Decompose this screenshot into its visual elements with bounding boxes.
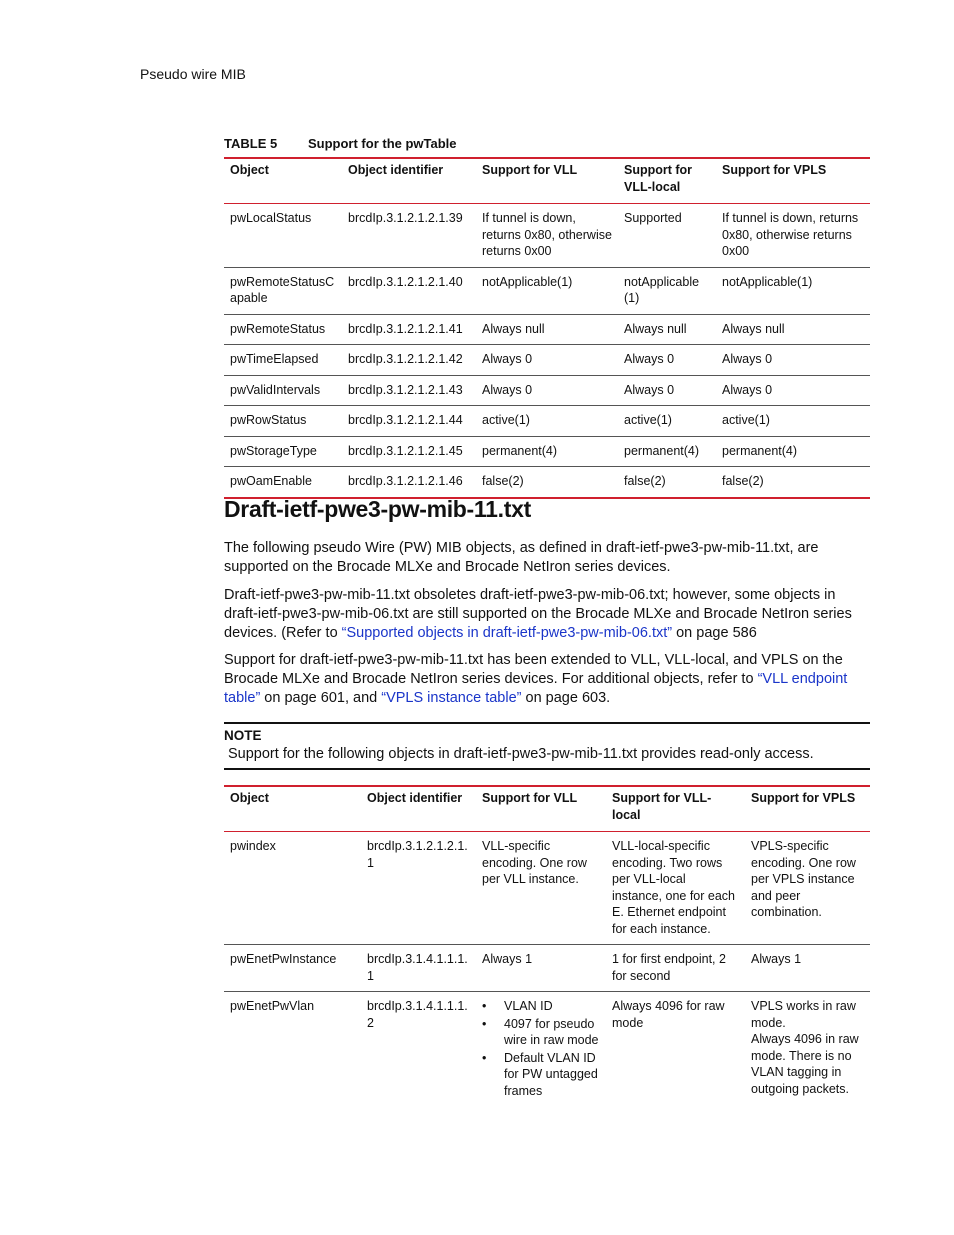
paragraph-text: on page 603. (521, 690, 611, 706)
table-caption-title: Support for the pwTable (308, 136, 457, 151)
cell-vll-local: Always null (624, 321, 687, 336)
paragraph-text: Support for draft-ietf-pwe3-pw-mib-11.txt has been extended to VLL, VLL-local, and VPLS on the Brocade MLXe and Brocade NetIron series devices. For additional objects, refer to (224, 652, 843, 687)
cell-vpls: VPLS-specific encoding. One row per VPLS instance and peer combination. (751, 839, 856, 919)
column-header: Support for VLL-local (624, 163, 693, 194)
cell-vll-local: notApplicable(1) (624, 274, 700, 305)
cell-vpls: active(1) (722, 413, 770, 427)
intro-paragraph: The following pseudo Wire (PW) MIB objects, as defined in draft-ietf-pwe3-pw-mib-11.txt, are supported on the Brocade MLXe and Brocade NetIron series devices. (224, 540, 819, 575)
cell-oid: brcdIp.3.1.2.1.2.1.40 (348, 274, 463, 289)
paragraph-text: on page 586 (672, 625, 757, 641)
cell-vll: If tunnel is down, returns 0x80, otherwise returns 0x00 (482, 211, 612, 258)
pw-mib-objects-table (224, 785, 870, 1107)
cell-vll: Always 0 (482, 352, 533, 366)
cell-vll: false(2) (482, 474, 524, 488)
table-row (224, 204, 870, 268)
cell-oid: brcdIp.3.1.2.1.2.1.1 (367, 839, 468, 870)
table-row (224, 992, 870, 1108)
column-header: Support for VLL (482, 163, 578, 177)
list-item (482, 998, 600, 1015)
list-item-text: 4097 for pseudo wire in raw mode (504, 1016, 599, 1047)
cell-object: pwStorageType (230, 443, 317, 458)
cell-oid: brcdIp.3.1.4.1.1.1.2 (367, 999, 468, 1030)
xref-vll-endpoint-table-link[interactable]: “VLL endpoint table” (224, 671, 848, 706)
table-caption (224, 136, 457, 151)
table-header-row (224, 158, 870, 204)
column-header: Support for VLL (482, 791, 578, 805)
cell-object: pwTimeElapsed (230, 352, 319, 366)
cell-oid: brcdIp.3.1.2.1.2.1.43 (348, 382, 463, 397)
cell-paragraph: VPLS works in raw mode. (751, 999, 856, 1030)
bullet-icon: • (482, 1016, 487, 1031)
column-header: Object identifier (367, 791, 463, 805)
cell-oid: brcdIp.3.1.2.1.2.1.41 (348, 321, 463, 336)
column-header: Object (230, 791, 269, 805)
xref-vpls-instance-table-link[interactable]: “VPLS instance table” (381, 690, 522, 706)
cell-vpls: false(2) (722, 474, 764, 488)
bullet-icon: • (482, 999, 487, 1013)
table-row (224, 436, 870, 467)
paragraph-text: on page 601, and (260, 690, 382, 706)
cell-vpls: permanent(4) (722, 443, 798, 458)
cell-object: pwValidIntervals (230, 382, 321, 397)
cell-vll-local: active(1) (624, 413, 672, 427)
cell-vll-local: Always 0 (624, 382, 675, 397)
cell-vll (476, 992, 606, 1108)
note-label: NOTE (224, 728, 262, 743)
cell-vll-local: 1 for first endpoint, 2 for second (612, 952, 726, 983)
cell-oid: brcdIp.3.1.2.1.2.1.46 (348, 474, 463, 488)
cell-oid: brcdIp.3.1.2.1.2.1.42 (348, 352, 463, 366)
cell-vpls (745, 992, 870, 1108)
cell-oid: brcdIp.3.1.2.1.2.1.39 (348, 211, 463, 225)
list-item-text: Default VLAN ID for PW untagged frames (504, 1050, 598, 1098)
table-row (224, 375, 870, 406)
cell-vpls: Always 0 (722, 352, 773, 366)
column-header: Support for VPLS (722, 163, 827, 177)
list-item (482, 1016, 600, 1049)
cell-vll-local: permanent(4) (624, 443, 700, 458)
table-row (224, 945, 870, 992)
note-box (224, 722, 870, 770)
column-header: Object identifier (348, 163, 444, 177)
cell-oid: brcdIp.3.1.2.1.2.1.45 (348, 443, 463, 458)
cell-vll: active(1) (482, 413, 530, 427)
xref-supported-objects-link[interactable]: “Supported objects in draft-ietf-pwe3-pw-mib-06.txt” (341, 625, 673, 641)
bullet-list (482, 998, 600, 1099)
note-text: Support for the following objects in draft-ietf-pwe3-pw-mib-11.txt provides read-only access. (228, 746, 814, 762)
cell-object: pwRemoteStatusCapable (230, 274, 335, 305)
cell-object: pwRemoteStatus (230, 321, 326, 336)
pwtable-support-table (224, 157, 870, 499)
cell-object: pwOamEnable (230, 474, 312, 488)
cell-vpls: Always 1 (751, 952, 802, 966)
cell-vpls: Always 0 (722, 382, 773, 397)
cell-oid: brcdIp.3.1.4.1.1.1.1 (367, 952, 468, 983)
cell-vpls: If tunnel is down, returns 0x80, otherwise returns 0x00 (722, 211, 859, 258)
cell-vll: VLL-specific encoding. One row per VLL instance. (482, 839, 587, 886)
cell-object: pwindex (230, 839, 276, 853)
table-row (224, 467, 870, 498)
bullet-icon: • (482, 1050, 487, 1065)
cell-object: pwLocalStatus (230, 211, 312, 225)
cell-vll: permanent(4) (482, 443, 558, 458)
cell-vll: Always 0 (482, 382, 533, 397)
table-row (224, 345, 870, 376)
column-header: Object (230, 163, 269, 177)
table-row (224, 832, 870, 945)
table-row (224, 406, 870, 437)
table-caption-number: TABLE 5 (224, 136, 278, 151)
cell-vpls: notApplicable(1) (722, 274, 813, 289)
table-row (224, 314, 870, 345)
cell-vll-local: Always 4096 for raw mode (612, 999, 725, 1030)
running-head: Pseudo wire MIB (140, 66, 246, 82)
cell-vll: Always null (482, 321, 545, 336)
cell-vll-local: VLL-local-specific encoding. Two rows per VLL-local instance, one for each E. Ethernet endpoint for each instance. (612, 839, 735, 936)
paragraph-text: Draft-ietf-pwe3-pw-mib-11.txt obsoletes draft-ietf-pwe3-pw-mib-06.txt; however, some objects in draft-ietf-pwe3-pw-mib-06.txt are still supported on the Brocade MLXe and Brocade NetIron series devices. (Refer to (224, 587, 852, 641)
cell-vll: notApplicable(1) (482, 274, 573, 289)
cell-object: pwRowStatus (230, 413, 307, 427)
cell-vll-local: Supported (624, 211, 682, 225)
cell-oid: brcdIp.3.1.2.1.2.1.44 (348, 413, 463, 427)
list-item-text: VLAN ID (504, 999, 553, 1013)
cell-vll: Always 1 (482, 952, 533, 966)
cell-vll-local: Always 0 (624, 352, 675, 366)
cell-object: pwEnetPwVlan (230, 999, 315, 1013)
obsoletes-paragraph (224, 586, 870, 643)
cell-vll-local: false(2) (624, 474, 666, 488)
cell-vpls: Always null (722, 321, 785, 336)
column-header: Support for VLL-local (612, 791, 712, 822)
table-header-row (224, 786, 870, 832)
column-header: Support for VPLS (751, 791, 856, 805)
extension-paragraph (224, 651, 870, 708)
list-item (482, 1050, 600, 1100)
cell-paragraph: Always 4096 in raw mode. There is no VLAN tagging in outgoing packets. (751, 1032, 859, 1096)
section-heading: Draft-ietf-pwe3-pw-mib-11.txt (224, 496, 531, 522)
table-row (224, 267, 870, 314)
cell-object: pwEnetPwInstance (230, 952, 337, 966)
